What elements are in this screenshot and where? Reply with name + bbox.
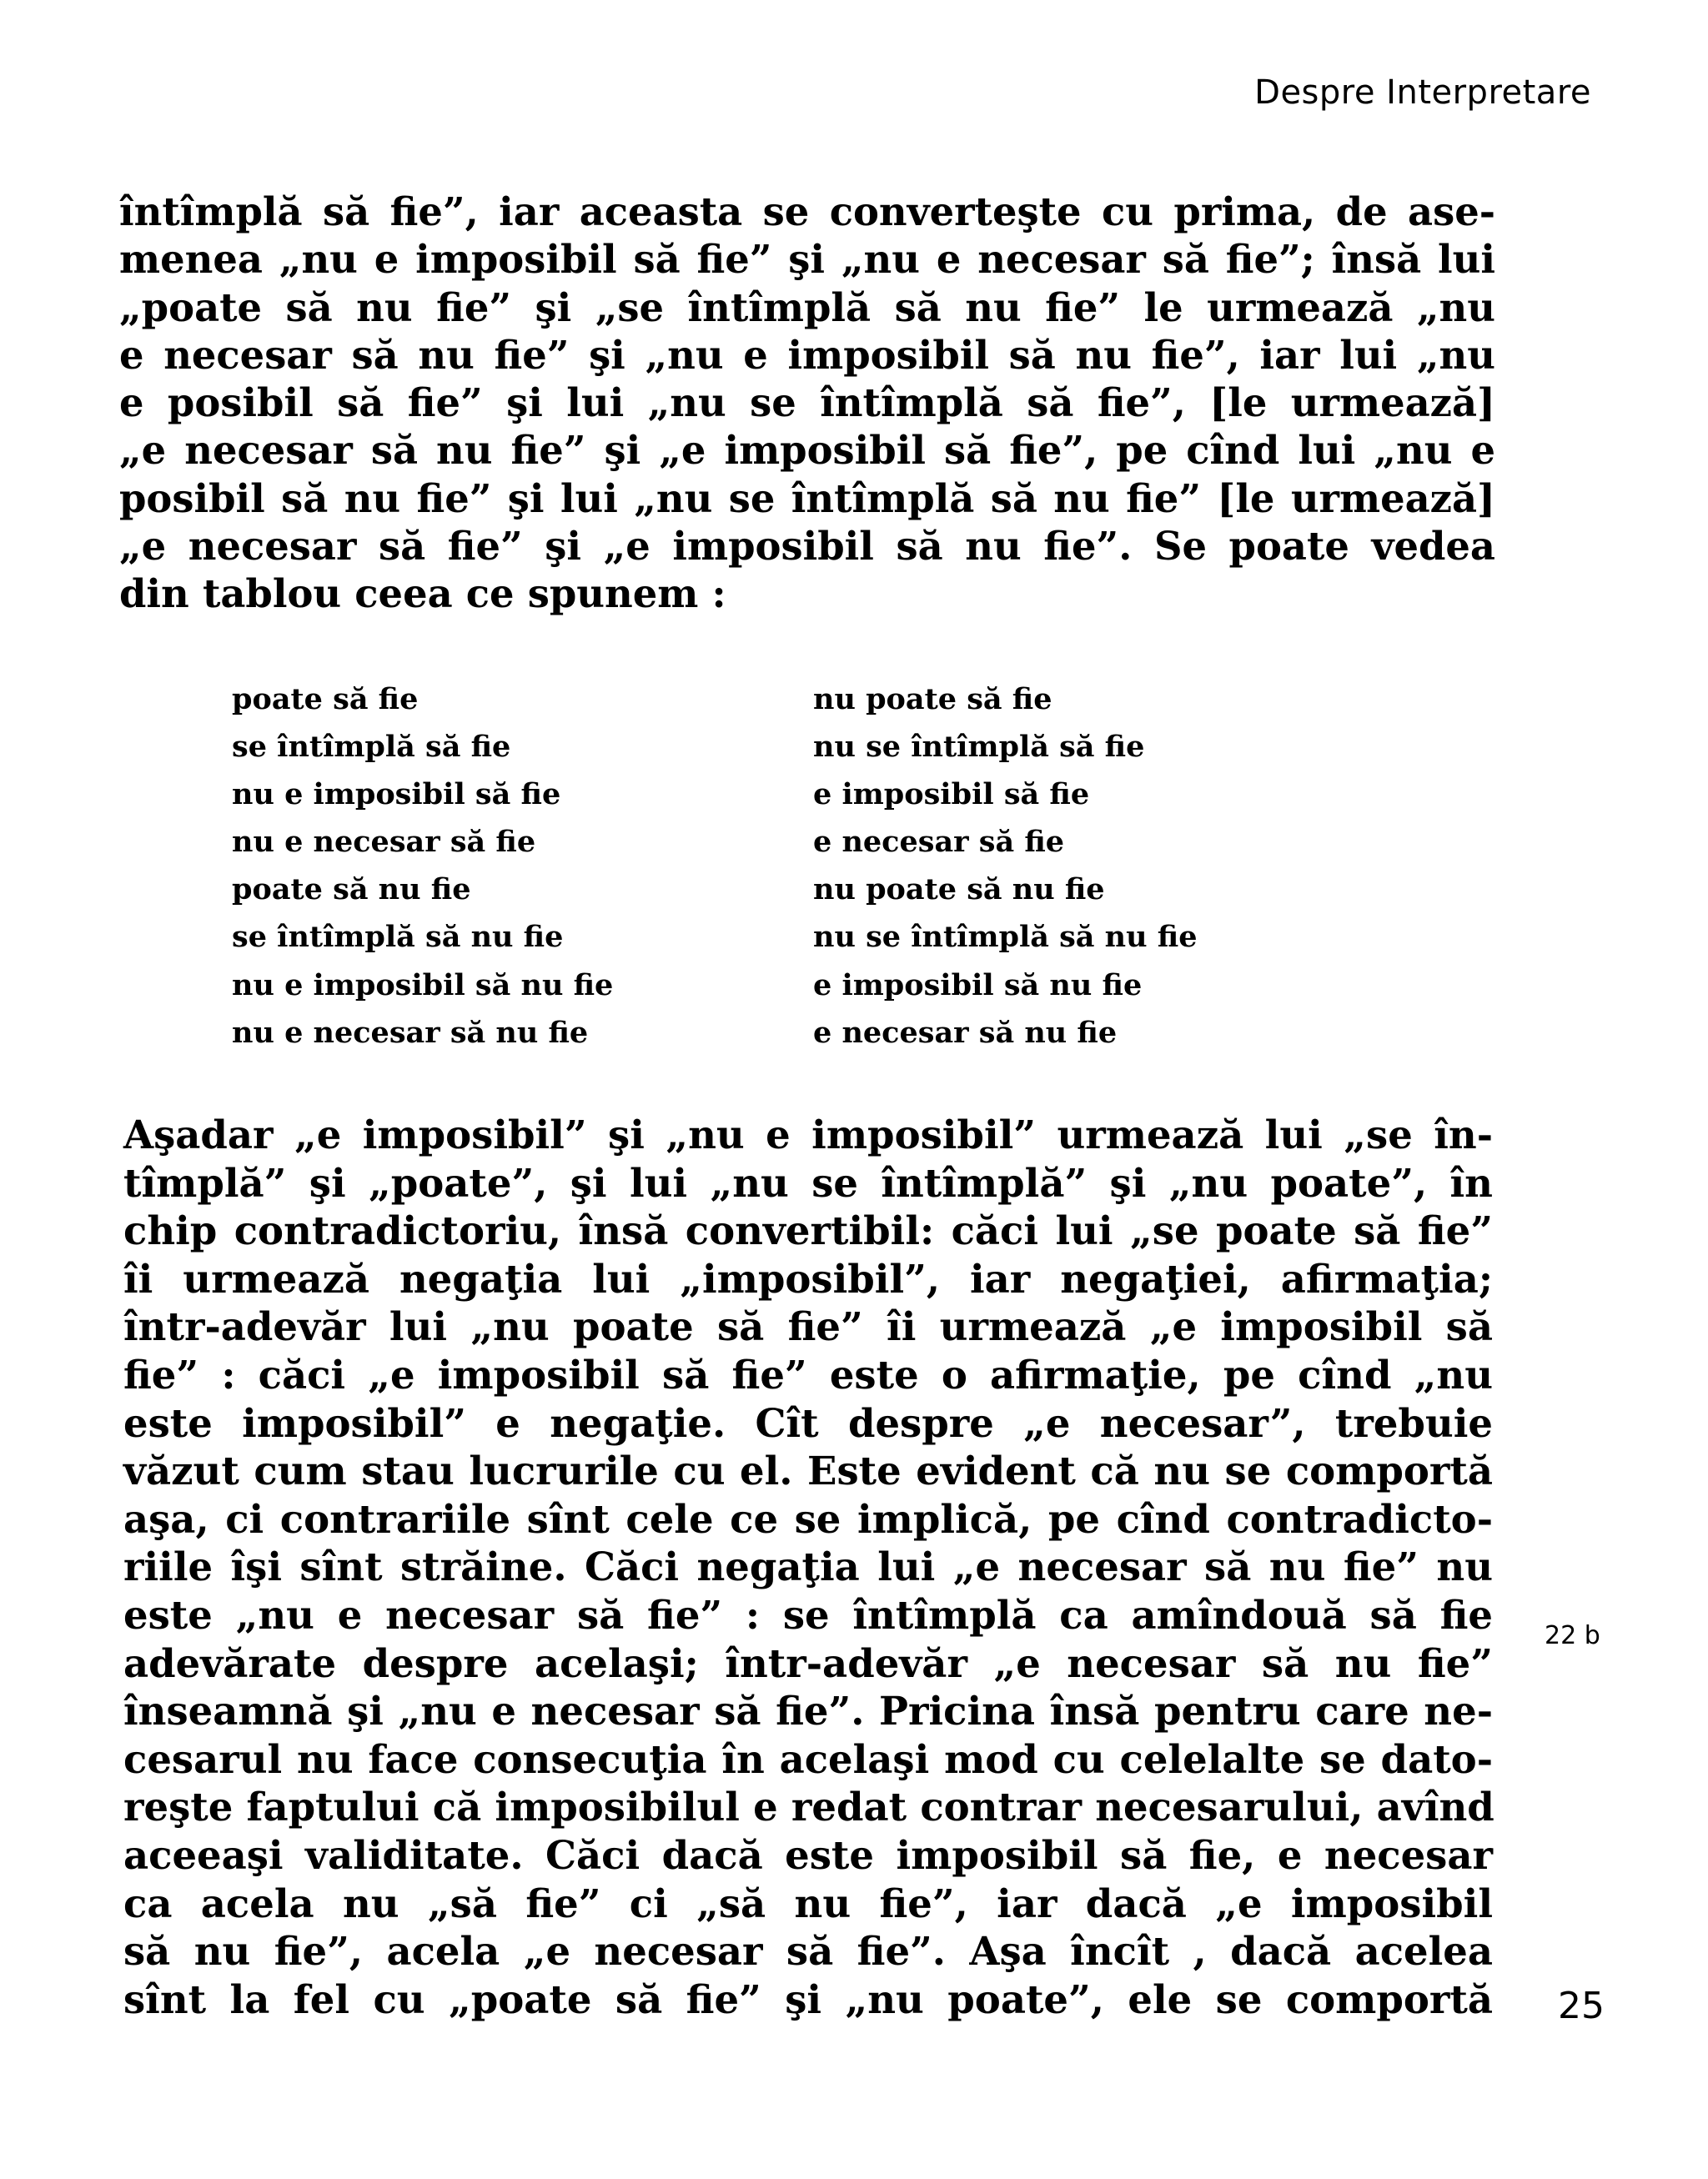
modality-table [232, 675, 1349, 1057]
table-row [232, 723, 1349, 771]
table-cell-right: nu se întîmplă să nu fie [813, 920, 1198, 955]
table-cell-left: nu e imposibil să fie [232, 777, 561, 812]
text-line: îi urmează negaţia lui „imposibil”, iar negaţiei, afirmaţia; [123, 1255, 1493, 1302]
text-line: riile îşi sînt străine. Căci negaţia lui „e necesar să nu fie” nu [123, 1544, 1493, 1590]
table-row [232, 961, 1349, 1009]
table-row [232, 818, 1349, 866]
page-number: 25 [1558, 1985, 1605, 2027]
text-line: tîmplă” şi „poate”, şi lui „nu se întîmplă” şi „nu poate”, în [123, 1159, 1493, 1206]
text-line: este imposibil” e negaţie. Cît despre „e necesar”, trebuie [123, 1399, 1493, 1446]
text-line: într-adevăr lui „nu poate să fie” îi urmează „e imposibil să [123, 1303, 1493, 1350]
table-cell-right: e imposibil să nu fie [813, 967, 1143, 1002]
text-line: fie” : căci „e imposibil să fie” este o afirmaţie, pe cînd „nu [123, 1351, 1493, 1398]
text-line: menea „nu e imposibil să fie” şi „nu e necesar să fie”; însă lui [119, 236, 1495, 283]
table-row [232, 771, 1349, 818]
table-cell-left: se întîmplă să fie [232, 730, 511, 765]
table-cell-left: nu e necesar să nu fie [232, 1015, 589, 1050]
text-line: e necesar să nu fie” şi „nu e imposibil să nu fie”, iar lui „nu [119, 331, 1495, 378]
text-line: din tablou ceea ce spunem : [119, 570, 726, 617]
table-cell-left: nu e necesar să fie [232, 825, 536, 860]
text-line: e posibil să fie” şi lui „nu se întîmplă să fie”, [le urmează] [119, 379, 1495, 426]
text-line: aşa, ci contrariile sînt cele ce se implică, pe cînd contradicto- [123, 1495, 1493, 1542]
text-line: sînt la fel cu „poate să fie” şi „nu poate”, ele se comportă [123, 1976, 1493, 2022]
table-cell-left: nu e imposibil să nu fie [232, 967, 614, 1002]
table-cell-right: e imposibil să fie [813, 777, 1090, 812]
text-line: este „nu e necesar să fie” : se întîmplă ca amîndouă să fie [123, 1591, 1493, 1638]
table-cell-right: e necesar să fie [813, 825, 1065, 860]
text-line: posibil să nu fie” şi lui „nu se întîmplă să nu fie” [le urmează] [119, 474, 1495, 521]
table-cell-right: nu poate să fie [813, 682, 1052, 716]
text-line: ca acela nu „să fie” ci „să nu fie”, iar dacă „e imposibil [123, 1880, 1493, 1926]
table-row [232, 913, 1349, 961]
text-line: înseamnă şi „nu e necesar să fie”. Pricina însă pentru care ne- [123, 1688, 1493, 1735]
text-line: „e necesar să fie” şi „e imposibil să nu fie”. Se poate vedea [119, 523, 1495, 570]
text-line: cesarul nu face consecuţia în acelaşi mod cu celelalte se dato- [123, 1735, 1493, 1782]
text-line: reşte faptului că imposibilul e redat contrar necesarului, avînd [123, 1784, 1494, 1830]
table-row [232, 675, 1349, 723]
running-title: Despre Interpretare [1254, 73, 1591, 112]
paragraph-bottom [123, 1111, 1493, 2023]
text-line: să nu fie”, acela „e necesar să fie”. Aşa încît , dacă acelea [123, 1928, 1493, 1975]
table-cell-right: nu se întîmplă să fie [813, 730, 1145, 765]
text-line: văzut cum stau lucrurile cu el. Este evident că nu se comportă [123, 1448, 1493, 1494]
table-row [232, 866, 1349, 913]
text-line: întîmplă să fie”, iar aceasta se converteşte cu prima, de ase- [119, 188, 1495, 234]
table-row [232, 1009, 1349, 1057]
table-cell-left: poate să nu fie [232, 872, 471, 907]
text-line: adevărate despre acelaşi; într-adevăr „e necesar să nu fie” [123, 1639, 1493, 1686]
table-cell-left: se întîmplă să nu fie [232, 920, 564, 955]
table-cell-left: poate să fie [232, 682, 419, 716]
text-line: „e necesar să nu fie” şi „e imposibil să fie”, pe cînd lui „nu e [119, 427, 1495, 474]
table-cell-right: nu poate să nu fie [813, 872, 1105, 907]
paragraph-top [119, 188, 1495, 618]
table-cell-right: e necesar să nu fie [813, 1015, 1118, 1050]
text-line: „poate să nu fie” şi „se întîmplă să nu fie” le urmează „nu [119, 284, 1495, 330]
text-line: chip contradictoriu, însă convertibil: căci lui „se poate să fie” [123, 1207, 1493, 1254]
text-line: aceeaşi validitate. Căci dacă este imposibil să fie, e necesar [123, 1831, 1493, 1878]
text-line: Aşadar „e imposibil” şi „nu e imposibil” urmează lui „se în- [123, 1112, 1493, 1157]
margin-reference: 22 b [1545, 1621, 1600, 1650]
